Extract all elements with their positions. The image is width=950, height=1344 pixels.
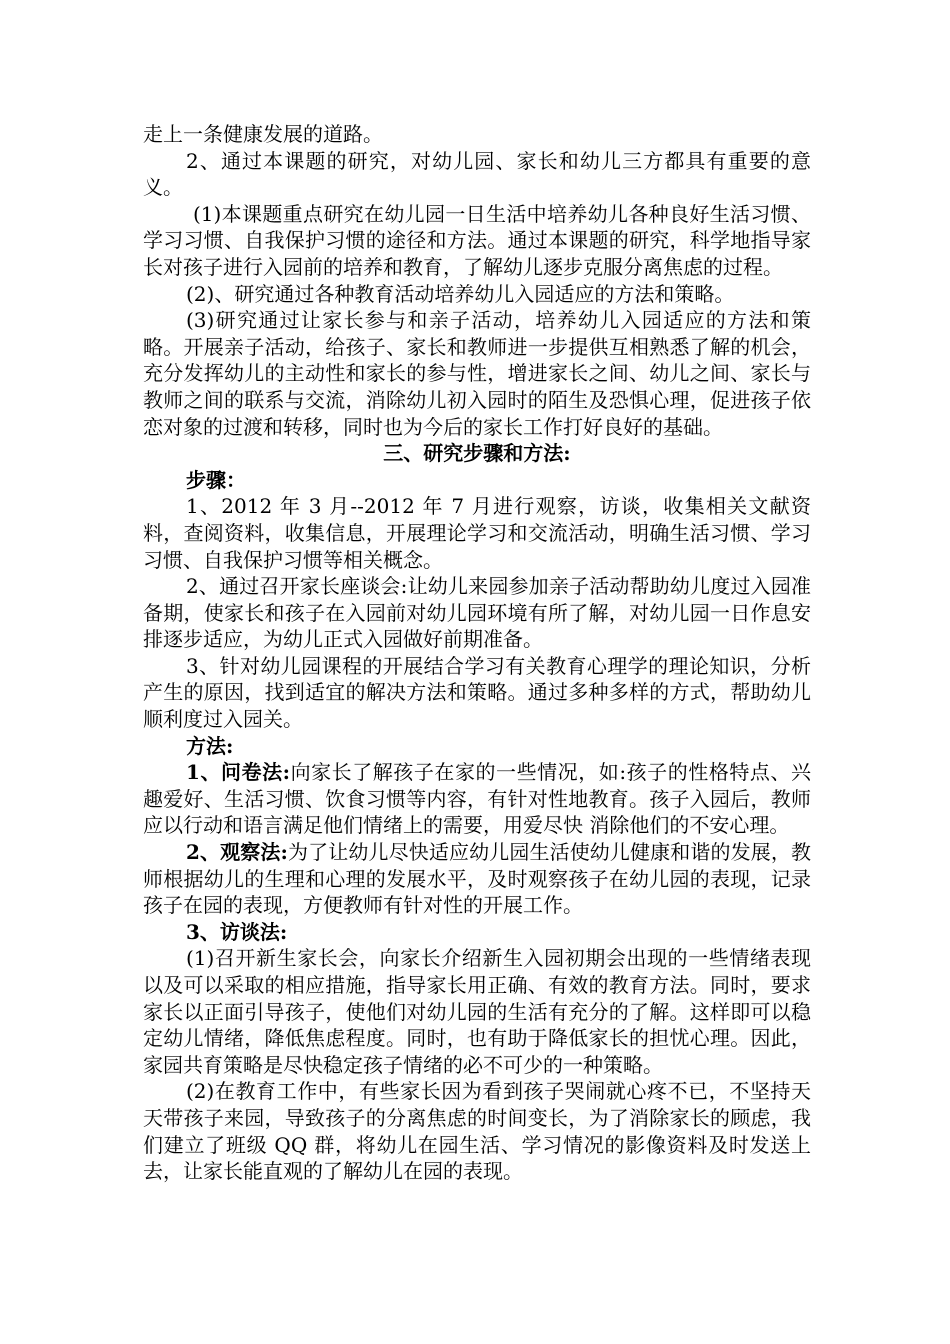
steps-label: 步骤： [186,467,246,492]
step-paragraph: 3、针对幼儿园课程的开展结合学习有关教育心理学的理论知识，分析产生的原因，找到适宜的解决方法和策略。通过多种多样的方式，帮助幼儿顺利度过入园关。 [143,653,811,732]
paragraph: 2、通过本课题的研究，对幼儿园、家长和幼儿三方都具有重要的意义。 [143,148,811,200]
step-paragraph: 2、通过召开家长座谈会:让幼儿来园参加亲子活动帮助幼儿度过入园准备期，使家长和孩子在入园前对幼儿园环境有所了解，对幼儿园一日作息安排逐步适应，为幼儿正式入园做好前期准备。 [143,574,811,652]
paragraph: (3)研究通过让家长参与和亲子活动，培养幼儿入园适应的方法和策略。开展亲子活动，给孩子、家长和教师进一步提供互相熟悉了解的机会，充分发挥幼儿的主动性和家长的参与性，增进家长之间、幼儿之间、家长与教师之间的联系与交流，消除幼儿初入园时的陌生及恐惧心理，促进孩子依恋对象的过渡和转移，同时也为今后的家长工作打好良好的基础。 [143,308,811,439]
method-paragraph: (1)召开新生家长会，向家长介绍新生入园初期会出现的一些情绪表现以及可以采取的相应措施，指导家长用正确、有效的教育方法。同时，要求家长以正面引导孩子，使他们对幼儿园的生活有充分的了解。这样即可以稳定幼儿情绪，降低焦虑程度。同时，也有助于降低家长的担忧心理。因此，家园共育策略是尽快稳定孩子情绪的必不可少的一种策略。 [143,946,811,1077]
method-text: 为了让幼儿尽快适应幼儿园生活使幼儿健康和谐的发展，教师根据幼儿的生理和心理的发展水平，及时观察孩子在幼儿园的表现，记录孩子在园的表现，方便教师有针对性的开展工作。 [143,840,811,918]
method-paragraph: (2)在教育工作中，有些家长因为看到孩子哭闹就心疼不已，不坚持天天带孩子来园，导致孩子的分离焦虑的时间变长，为了消除家长的顾虑，我们建立了班级 QQ 群，将幼儿在园生活、学习情况的影像资料及时发送上去，让家长能直观的了解幼儿在园的表现。 [143,1079,811,1184]
method-paragraph [143,839,811,919]
paragraph: (1)本课题重点研究在幼儿园一日生活中培养幼儿各种良好生活习惯、学习习惯、自我保护习惯的途径和方法。通过本课题的研究，科学地指导家长对孩子进行入园前的培养和教育，了解幼儿逐步克服分离焦虑的过程。 [143,201,811,279]
method-text: 向家长了解孩子在家的一些情况，如:孩子的性格特点、兴趣爱好、生活习惯、饮食习惯等内容，有针对性地教育。孩子入园后，教师应以行动和语言满足他们情绪上的需要，用爱尽快 消除他们的不安心理。 [143,760,811,838]
paragraph: (2)、研究通过各种教育活动培养幼儿入园适应的方法和策略。 [186,281,735,306]
document-body [143,121,811,1185]
section-heading: 三、研究步骤和方法: [383,441,571,466]
method-label: 2、观察法: [186,840,288,865]
method-label: 3、访谈法: [186,919,288,944]
step-paragraph: 1、2012 年 3 月--2012 年 7 月进行观察，访谈，收集相关文献资料，查阅资料，收集信息，开展理论学习和交流活动，明确生活习惯、学习习惯、自我保护习惯等相关概念。 [143,494,811,572]
method-label: 1、问卷法: [186,760,291,785]
paragraph: 走上一条健康发展的道路。 [143,122,383,146]
methods-label: 方法: [186,733,234,758]
method-paragraph [143,759,811,839]
